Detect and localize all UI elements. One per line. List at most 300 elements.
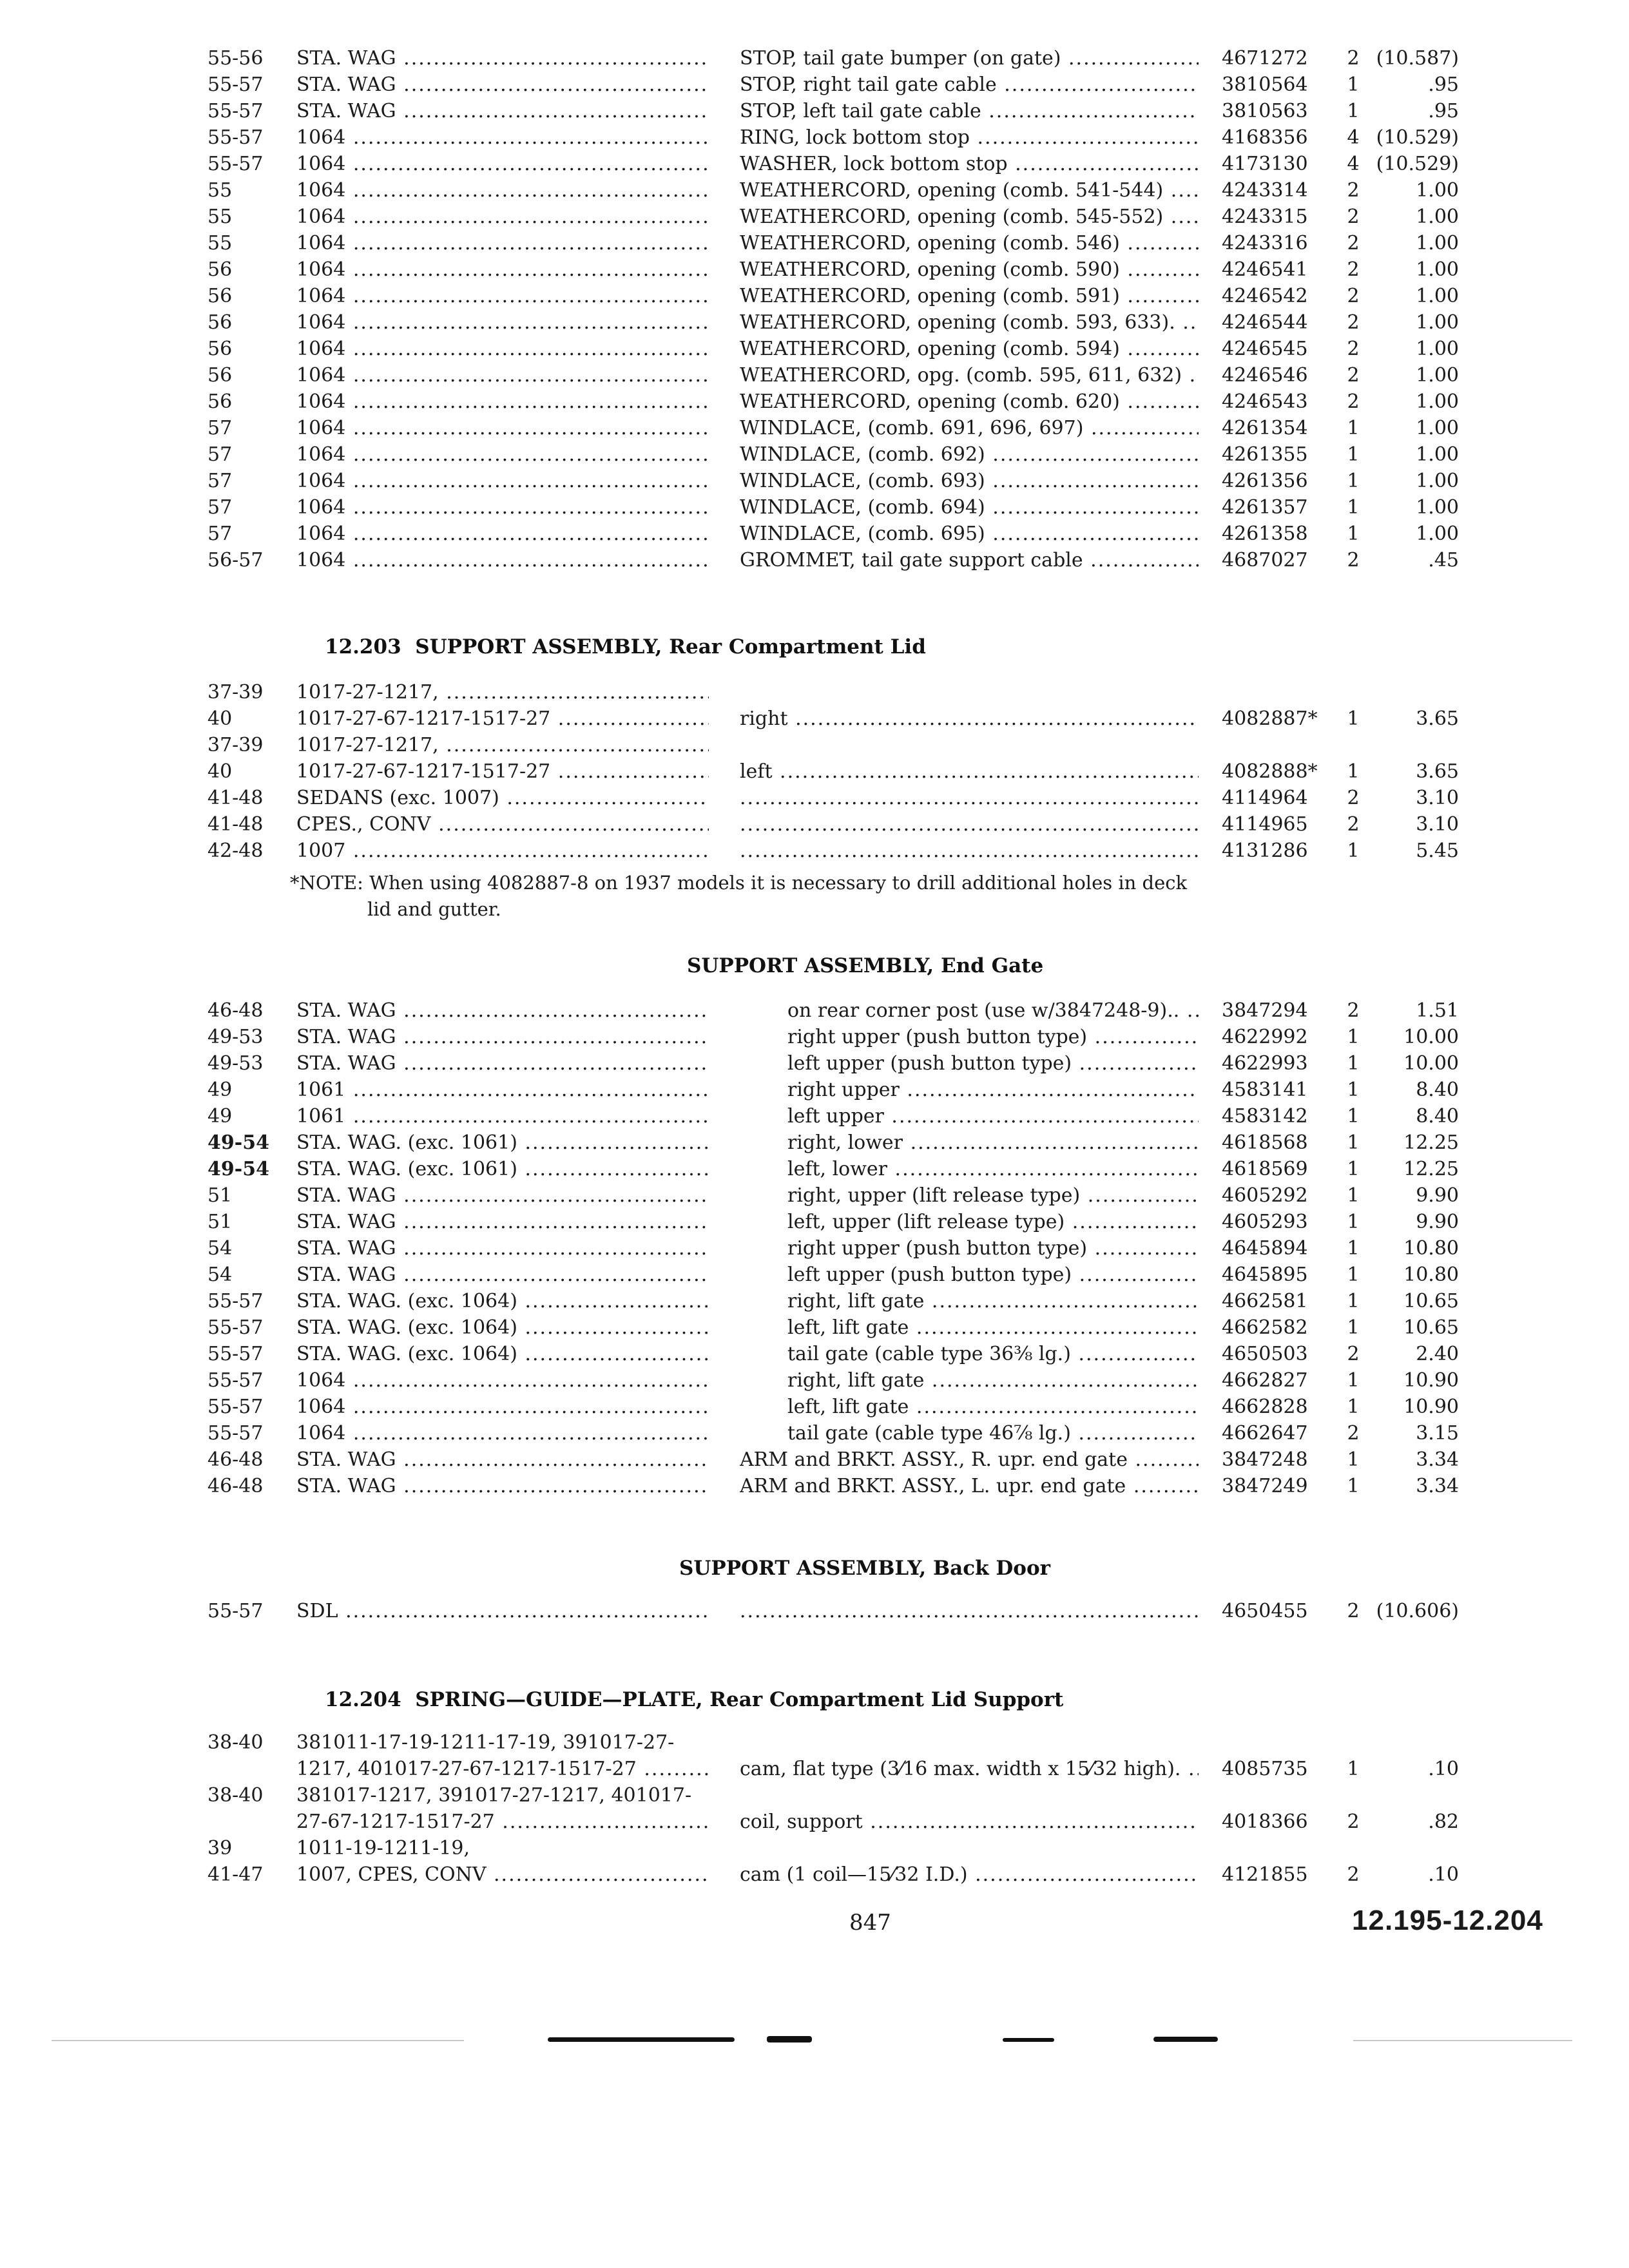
part-number-cell: 4662827	[1222, 1369, 1308, 1392]
note-line-continued: lid and gutter.	[367, 898, 501, 920]
description-cell: WEATHERCORD, opening (comb. 593, 633). .....	[740, 309, 1199, 336]
section-heading-end-gate	[687, 954, 1043, 977]
table-row	[0, 362, 1629, 389]
price-cell: 10.80	[1403, 1264, 1459, 1286]
table-row	[0, 1288, 1629, 1314]
quantity-cell: 4	[1347, 126, 1360, 149]
table-row	[0, 441, 1629, 468]
part-number-cell: 4583141	[1222, 1079, 1308, 1101]
quantity-cell: 1	[1347, 470, 1360, 492]
description-cell: cam, flat type (3⁄16 max. width x 15⁄32 high). .....	[740, 1756, 1199, 1782]
section-number: 12.204	[325, 1688, 401, 1711]
year-cell: 41-47	[207, 1863, 264, 1886]
model-cell: STA. WAG .....	[296, 45, 709, 72]
table-row	[0, 785, 1629, 811]
part-number-cell: 4662582	[1222, 1316, 1308, 1339]
table-row	[0, 494, 1629, 521]
price-cell: 10.65	[1403, 1290, 1459, 1312]
part-number-cell: 3810564	[1222, 73, 1308, 96]
table-row	[0, 1050, 1629, 1077]
price-cell: 1.00	[1416, 390, 1459, 413]
price-cell: 10.00	[1403, 1026, 1459, 1048]
price-cell: 10.65	[1403, 1316, 1459, 1339]
year-cell: 38-40	[207, 1731, 264, 1754]
quantity-cell: 1	[1347, 1052, 1360, 1075]
year-cell: 42-48	[207, 840, 264, 862]
section-heading-12-203	[325, 635, 926, 658]
model-cell: 1064 .....	[296, 389, 709, 415]
year-cell: 55-57	[207, 1290, 264, 1312]
quantity-cell: 2	[1347, 285, 1360, 307]
model-cell: 1064 .....	[296, 204, 709, 230]
table-row	[0, 1729, 1629, 1756]
price-cell: 1.00	[1416, 258, 1459, 281]
quantity-cell: 1	[1347, 1396, 1360, 1418]
year-cell: 57	[207, 470, 233, 492]
year-cell: 56	[207, 338, 233, 360]
year-cell: 49-53	[207, 1052, 264, 1075]
model-cell: 1064 .....	[296, 1420, 709, 1446]
table-row	[0, 1235, 1629, 1262]
model-cell: STA. WAG .....	[296, 1182, 709, 1209]
description-cell: WEATHERCORD, opening (comb. 541-544) .....	[740, 177, 1199, 204]
part-number-cell: 4687027	[1222, 549, 1308, 572]
part-number-cell: 4261355	[1222, 443, 1308, 466]
description-cell: ARM and BRKT. ASSY., L. upr. end gate .....	[740, 1473, 1199, 1499]
description-cell: right upper .....	[787, 1077, 1199, 1103]
description-cell: tail gate (cable type 36⅜ lg.) .....	[787, 1341, 1199, 1367]
price-cell: 1.00	[1416, 523, 1459, 545]
table-row	[0, 72, 1629, 98]
model-cell: 381017-1217, 391017-27-1217, 401017-	[296, 1784, 692, 1807]
model-cell: 1064 .....	[296, 230, 709, 256]
price-cell: .10	[1428, 1758, 1459, 1780]
quantity-cell: 4	[1347, 153, 1360, 175]
table-row	[0, 997, 1629, 1024]
year-cell: 55	[207, 179, 233, 202]
year-cell: 55-57	[207, 73, 264, 96]
table-row	[0, 1103, 1629, 1129]
year-cell: 56	[207, 390, 233, 413]
part-number-cell: 4618569	[1222, 1158, 1308, 1180]
parts-table-back-door	[0, 1598, 1629, 1624]
table-row	[0, 1024, 1629, 1050]
table-row	[0, 1861, 1629, 1888]
part-number-cell: 3810563	[1222, 100, 1308, 122]
quantity-cell: 1	[1347, 1758, 1360, 1780]
quantity-cell: 1	[1347, 496, 1360, 519]
part-number-cell: 4173130	[1222, 153, 1308, 175]
year-cell: 49-53	[207, 1026, 264, 1048]
parts-table-top	[0, 45, 1629, 573]
quantity-cell: 1	[1347, 1079, 1360, 1101]
quantity-cell: 1	[1347, 1211, 1360, 1233]
part-number-cell: 4243315	[1222, 206, 1308, 228]
model-cell: 1017-27-67-1217-1517-27 .....	[296, 758, 709, 785]
year-cell: 51	[207, 1211, 233, 1233]
section-title: SUPPORT ASSEMBLY,	[415, 635, 662, 658]
price-cell: 10.90	[1403, 1369, 1459, 1392]
part-number-cell: 4650455	[1222, 1600, 1308, 1622]
model-cell: STA. WAG .....	[296, 1473, 709, 1499]
part-number-cell: 4662647	[1222, 1422, 1308, 1445]
year-cell: 56-57	[207, 549, 264, 572]
part-number-cell: 4082888*	[1222, 760, 1318, 783]
quantity-cell: 2	[1347, 549, 1360, 572]
part-number-cell: 4018366	[1222, 1811, 1308, 1833]
year-cell: 54	[207, 1237, 233, 1260]
table-row	[0, 679, 1629, 706]
table-row	[0, 124, 1629, 151]
year-cell: 57	[207, 496, 233, 519]
price-cell: (10.606)	[1376, 1600, 1459, 1622]
price-cell: .82	[1428, 1811, 1459, 1833]
description-cell: right, lower .....	[787, 1129, 1199, 1156]
part-number-cell: 4131286	[1222, 840, 1308, 862]
table-row	[0, 1182, 1629, 1209]
table-row	[0, 1809, 1629, 1835]
section-title: SUPPORT ASSEMBLY,	[679, 1557, 927, 1580]
description-cell: RING, lock bottom stop .....	[740, 124, 1199, 151]
price-cell: 12.25	[1403, 1131, 1459, 1154]
part-number-cell: 4082887*	[1222, 707, 1318, 730]
description-cell: WINDLACE, (comb. 694) .....	[740, 494, 1199, 521]
price-cell: (10.587)	[1376, 47, 1459, 70]
table-row	[0, 706, 1629, 732]
model-cell: 1064 .....	[296, 336, 709, 362]
part-number-cell: 4618568	[1222, 1131, 1308, 1154]
part-number-cell: 4246546	[1222, 364, 1308, 387]
model-cell: 381011-17-19-1211-17-19, 391017-27-	[296, 1731, 675, 1754]
price-cell: .95	[1428, 73, 1459, 96]
part-number-cell: 3847248	[1222, 1448, 1308, 1471]
table-row	[0, 1156, 1629, 1182]
part-number-cell: 4246541	[1222, 258, 1308, 281]
price-cell: 10.90	[1403, 1396, 1459, 1418]
scan-smudge	[548, 2037, 735, 2042]
model-cell: 1064 .....	[296, 494, 709, 521]
description-cell	[740, 838, 1199, 864]
year-cell: 57	[207, 523, 233, 545]
section-title: SUPPORT ASSEMBLY,	[687, 954, 934, 977]
description-cell	[740, 811, 1199, 838]
year-cell: 51	[207, 1184, 233, 1207]
table-row	[0, 1420, 1629, 1446]
part-number-cell: 4114965	[1222, 813, 1308, 836]
model-cell: 1064 .....	[296, 309, 709, 336]
model-cell: STA. WAG .....	[296, 997, 709, 1024]
year-cell: 41-48	[207, 787, 264, 809]
quantity-cell: 1	[1347, 417, 1360, 439]
model-cell: 1064 .....	[296, 441, 709, 468]
table-row	[0, 1262, 1629, 1288]
price-cell: 10.00	[1403, 1052, 1459, 1075]
quantity-cell: 1	[1347, 100, 1360, 122]
part-number-cell: 4085735	[1222, 1758, 1308, 1780]
table-row	[0, 1209, 1629, 1235]
year-cell: 55-57	[207, 153, 264, 175]
table-row	[0, 151, 1629, 177]
quantity-cell: 2	[1347, 47, 1360, 70]
part-number-cell: 4246543	[1222, 390, 1308, 413]
description-cell: WEATHERCORD, opening (comb. 590) .....	[740, 256, 1199, 283]
table-row	[0, 521, 1629, 547]
quantity-cell: 1	[1347, 73, 1360, 96]
model-cell: SEDANS (exc. 1007) .....	[296, 785, 709, 811]
year-cell: 55-57	[207, 1369, 264, 1392]
year-cell: 57	[207, 443, 233, 466]
price-cell: 1.00	[1416, 311, 1459, 334]
table-row	[0, 1077, 1629, 1103]
table-row	[0, 547, 1629, 573]
table-row	[0, 1473, 1629, 1499]
part-number-cell: 4622993	[1222, 1052, 1308, 1075]
quantity-cell: 1	[1347, 1448, 1360, 1471]
description-cell: left, lift gate .....	[787, 1394, 1199, 1420]
model-cell: 1064 .....	[296, 124, 709, 151]
table-row	[0, 1314, 1629, 1341]
year-cell: 55-57	[207, 126, 264, 149]
table-row	[0, 1129, 1629, 1156]
quantity-cell: 1	[1347, 707, 1360, 730]
model-cell: SDL .....	[296, 1598, 709, 1624]
description-cell: right, lift gate .....	[787, 1367, 1199, 1394]
model-cell: 1011-19-1211-19,	[296, 1837, 470, 1860]
price-cell: .10	[1428, 1863, 1459, 1886]
description-cell: tail gate (cable type 46⅞ lg.) .....	[787, 1420, 1199, 1446]
description-cell: WEATHERCORD, opening (comb. 620) .....	[740, 389, 1199, 415]
model-cell: STA. WAG. (exc. 1064) .....	[296, 1314, 709, 1341]
part-number-cell: 4605293	[1222, 1211, 1308, 1233]
description-cell: WINDLACE, (comb. 693) .....	[740, 468, 1199, 494]
price-cell: .45	[1428, 549, 1459, 572]
section-subtitle: End Gate	[940, 954, 1044, 977]
description-cell: WEATHERCORD, opg. (comb. 595, 611, 632) .....	[740, 362, 1199, 389]
quantity-cell: 1	[1347, 760, 1360, 783]
model-cell: 1007 .....	[296, 838, 709, 864]
part-number-cell: 4261356	[1222, 470, 1308, 492]
part-number-cell: 4261357	[1222, 496, 1308, 519]
model-cell: STA. WAG .....	[296, 1235, 709, 1262]
model-cell: STA. WAG. (exc. 1064) .....	[296, 1341, 709, 1367]
table-row	[0, 1782, 1629, 1809]
quantity-cell: 2	[1347, 1343, 1360, 1365]
table-row	[0, 45, 1629, 72]
table-row	[0, 838, 1629, 864]
section-number: 12.203	[325, 635, 401, 658]
quantity-cell: 1	[1347, 1237, 1360, 1260]
model-cell: 1064 .....	[296, 177, 709, 204]
part-number-cell: 4645895	[1222, 1264, 1308, 1286]
description-cell: WINDLACE, (comb. 695) .....	[740, 521, 1199, 547]
table-row	[0, 758, 1629, 785]
part-number-cell: 4622992	[1222, 1026, 1308, 1048]
price-cell: 1.00	[1416, 417, 1459, 439]
model-cell: 1064 .....	[296, 151, 709, 177]
quantity-cell: 2	[1347, 787, 1360, 809]
year-cell: 49	[207, 1079, 233, 1101]
model-cell: STA. WAG .....	[296, 1446, 709, 1473]
model-cell: STA. WAG .....	[296, 98, 709, 124]
table-row	[0, 1394, 1629, 1420]
year-cell: 54	[207, 1264, 233, 1286]
quantity-cell: 2	[1347, 232, 1360, 255]
quantity-cell: 2	[1347, 338, 1360, 360]
price-cell: 8.40	[1416, 1079, 1459, 1101]
table-row	[0, 811, 1629, 838]
description-cell: right upper (push button type) .....	[787, 1235, 1199, 1262]
table-row	[0, 336, 1629, 362]
model-cell: STA. WAG. (exc. 1064) .....	[296, 1288, 709, 1314]
part-number-cell: 4121855	[1222, 1863, 1308, 1886]
model-cell: STA. WAG .....	[296, 1209, 709, 1235]
quantity-cell: 1	[1347, 1264, 1360, 1286]
description-cell: WINDLACE, (comb. 691, 696, 697) .....	[740, 415, 1199, 441]
table-row	[0, 1367, 1629, 1394]
note-line: *NOTE: When using 4082887-8 on 1937 models it is necessary to drill additional holes in deck	[290, 872, 1188, 894]
year-cell: 55	[207, 206, 233, 228]
table-row	[0, 256, 1629, 283]
model-cell: STA. WAG .....	[296, 72, 709, 98]
price-cell: 3.65	[1416, 760, 1459, 783]
price-cell: 9.90	[1416, 1211, 1459, 1233]
model-cell: 1064 .....	[296, 521, 709, 547]
page-number: 847	[849, 1910, 891, 1936]
table-row	[0, 177, 1629, 204]
part-number-cell: 4168356	[1222, 126, 1308, 149]
part-number-cell: 4662828	[1222, 1396, 1308, 1418]
description-cell: WINDLACE, (comb. 692) .....	[740, 441, 1199, 468]
price-cell: 1.00	[1416, 443, 1459, 466]
table-row	[0, 1598, 1629, 1624]
model-cell: 27-67-1217-1517-27 .....	[296, 1809, 709, 1835]
part-number-cell: 4662581	[1222, 1290, 1308, 1312]
year-cell: 55-57	[207, 1343, 264, 1365]
quantity-cell: 2	[1347, 311, 1360, 334]
table-row	[0, 468, 1629, 494]
model-cell: STA. WAG .....	[296, 1262, 709, 1288]
quantity-cell: 2	[1347, 206, 1360, 228]
year-cell: 56	[207, 258, 233, 281]
model-cell: 1064 .....	[296, 468, 709, 494]
description-cell: left upper (push button type) .....	[787, 1262, 1199, 1288]
part-number-cell: 4645894	[1222, 1237, 1308, 1260]
model-cell: STA. WAG .....	[296, 1050, 709, 1077]
price-cell: .95	[1428, 100, 1459, 122]
price-cell: 1.00	[1416, 206, 1459, 228]
part-number-cell: 3847249	[1222, 1475, 1308, 1497]
scan-smudge	[767, 2036, 812, 2042]
description-cell: left upper .....	[787, 1103, 1199, 1129]
part-number-cell: 4583142	[1222, 1105, 1308, 1128]
model-cell: 1007, CPES, CONV .....	[296, 1861, 709, 1888]
description-cell: right .....	[740, 706, 1199, 732]
quantity-cell: 1	[1347, 523, 1360, 545]
quantity-cell: 1	[1347, 1316, 1360, 1339]
description-cell: cam (1 coil—15⁄32 I.D.) .....	[740, 1861, 1199, 1888]
model-cell: STA. WAG. (exc. 1061) .....	[296, 1129, 709, 1156]
year-cell: 56	[207, 311, 233, 334]
year-cell: 56	[207, 364, 233, 387]
description-cell: right, upper (lift release type) .....	[787, 1182, 1199, 1209]
section-heading-12-204	[325, 1688, 1063, 1711]
part-number-cell: 4650503	[1222, 1343, 1308, 1365]
quantity-cell: 2	[1347, 364, 1360, 387]
year-cell: 40	[207, 760, 233, 783]
price-cell: 10.80	[1403, 1237, 1459, 1260]
price-cell: 2.40	[1416, 1343, 1459, 1365]
year-cell: 37-39	[207, 734, 264, 756]
table-row	[0, 415, 1629, 441]
part-number-cell: 4671272	[1222, 47, 1308, 70]
quantity-cell: 2	[1347, 1422, 1360, 1445]
year-cell: 55-57	[207, 100, 264, 122]
description-cell	[740, 1598, 1199, 1624]
quantity-cell: 2	[1347, 813, 1360, 836]
description-cell: left upper (push button type) .....	[787, 1050, 1199, 1077]
model-cell: CPES., CONV .....	[296, 811, 709, 838]
quantity-cell: 1	[1347, 840, 1360, 862]
year-cell: 55-57	[207, 1396, 264, 1418]
quantity-cell: 1	[1347, 1131, 1360, 1154]
quantity-cell: 1	[1347, 1475, 1360, 1497]
table-row	[0, 1341, 1629, 1367]
quantity-cell: 2	[1347, 1863, 1360, 1886]
quantity-cell: 2	[1347, 179, 1360, 202]
quantity-cell: 1	[1347, 1105, 1360, 1128]
model-cell: 1217, 401017-27-67-1217-1517-27 .....	[296, 1756, 709, 1782]
model-cell: 1061 .....	[296, 1103, 709, 1129]
price-cell: (10.529)	[1376, 153, 1459, 175]
part-number-cell: 4246545	[1222, 338, 1308, 360]
description-cell: left .....	[740, 758, 1199, 785]
section-subtitle: Back Door	[932, 1557, 1050, 1580]
model-cell: 1064 .....	[296, 283, 709, 309]
year-cell: 49-54	[207, 1131, 269, 1154]
part-number-cell: 4246544	[1222, 311, 1308, 334]
price-cell: 12.25	[1403, 1158, 1459, 1180]
model-cell: STA. WAG. (exc. 1061) .....	[296, 1156, 709, 1182]
quantity-cell: 1	[1347, 1158, 1360, 1180]
model-cell: 1064 .....	[296, 1367, 709, 1394]
year-cell: 46-48	[207, 1475, 264, 1497]
year-cell: 46-48	[207, 1448, 264, 1471]
price-cell: (10.529)	[1376, 126, 1459, 149]
part-number-cell: 3847294	[1222, 999, 1308, 1022]
table-row	[0, 1835, 1629, 1861]
table-row	[0, 732, 1629, 758]
description-cell: right, lift gate .....	[787, 1288, 1199, 1314]
year-cell: 38-40	[207, 1784, 264, 1807]
section-subtitle: Rear Compartment Lid	[669, 635, 926, 658]
price-cell: 9.90	[1416, 1184, 1459, 1207]
quantity-cell: 2	[1347, 999, 1360, 1022]
part-number-cell: 4605292	[1222, 1184, 1308, 1207]
year-cell: 49	[207, 1105, 233, 1128]
price-cell: 3.10	[1416, 787, 1459, 809]
description-cell: ARM and BRKT. ASSY., R. upr. end gate .....	[740, 1446, 1199, 1473]
model-cell: 1017-27-1217, .....	[296, 732, 709, 758]
part-number-cell: 4243314	[1222, 179, 1308, 202]
description-cell: left, lift gate .....	[787, 1314, 1199, 1341]
price-cell: 1.00	[1416, 179, 1459, 202]
part-number-cell: 4261354	[1222, 417, 1308, 439]
model-cell: 1064 .....	[296, 415, 709, 441]
price-cell: 3.34	[1416, 1475, 1459, 1497]
table-row	[0, 309, 1629, 336]
table-row	[0, 204, 1629, 230]
parts-table-spring-guide	[0, 1729, 1629, 1888]
